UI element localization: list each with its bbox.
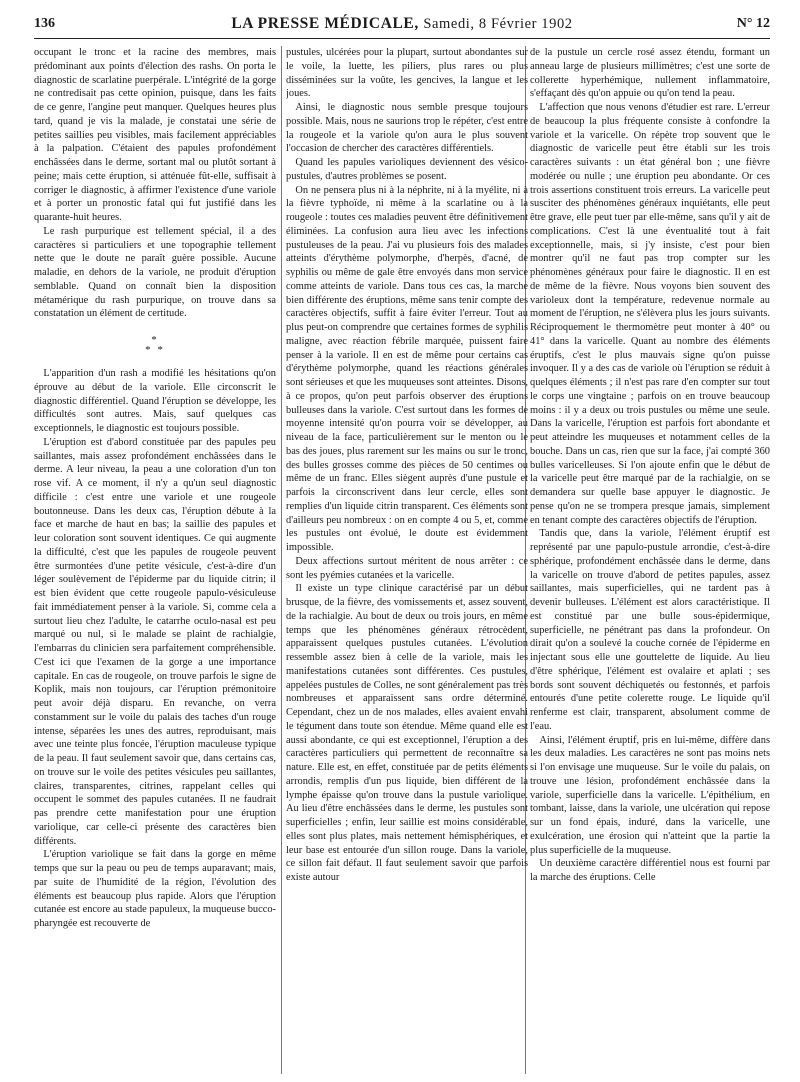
paragraph: Ainsi, l'élément éruptif, pris en lui-même, diffère dans les deux maladies. Les caractères ne sont pas moins nets si l'on envisage une muqueuse. Sur le voile du palais, on trouve une lésion, profondément enchâssée dans la variole, superficielle dans la varicelle. L'épithélium, en tombant, laisse, dans la variole, une ulcération qui repose sur un fond épais, induré, dans la varicelle, une exulcération, une érosion qui n'atteint que la partie la plus superficielle de la muqueuse. xyxy=(530,734,770,856)
paragraph: Le rash purpurique est tellement spécial, il a des caractères si particuliers et une topographie tellement nette que le doute ne paraît guère possible. Aucune maladie, en dehors de la variole, ne produit d'éruption semblable. Quand on connaît bien la disposition métamérique du rash purpurique, on trouve dans sa constatation un élément de certitude. xyxy=(34,225,276,320)
issue-date: Samedi, 8 Février 1902 xyxy=(423,16,573,32)
text-column-1 xyxy=(34,46,276,1074)
running-title xyxy=(34,15,770,33)
asterism-glyph: * * * xyxy=(145,334,165,356)
text-column-3 xyxy=(530,46,770,1074)
paragraph: L'affection que nous venons d'étudier est rare. L'erreur de beaucoup la plus fréquente consiste à confondre la variole et la varicelle. On répète trop souvent que le diagnostic de varicelle peut être établi sur les trois caractères suivants : un état général bon ; une fièvre modérée ou nulle ; une éruption peu abondante. Or ces trois assertions constituent trois erreurs. La varicelle peut susciter des phénomènes généraux inquiétants, elle peut être grave, elle peut tuer par elle-même, sans qu'il y ait de complications. C'est là une éventualité tout à fait exceptionnelle, mais, si j'y insiste, c'est pour bien montrer qu'il ne faut pas trop compter sur les phénomènes généraux pour faire le diagnostic. Il en est de même de la fièvre. Nous voyons bien souvent des varioleux dont la température, redevenue normale au moment de l'éruption, ne s'élèvera plus les jours suivants. Réciproquement le thermomètre peut monter à 40° ou 41° dans la varicelle. Quant au nombre des éléments éruptifs, c'est le plus mauvais signe qu'on puisse invoquer. Il y a des cas de variole où l'éruption se réduit à quelques éléments ; il n'est pas rare d'en compter sur tout le corps une vingtaine ; parfois on en trouve beaucoup moins : il y a deux ou trois pustules ou même une seule. Dans la varicelle, l'éruption est parfois fort abondante et peut atteindre les muqueuses et notamment celles de la bouche. Dans un cas, rien que sur la face, j'ai compté 360 bulles varicelleuses. Si l'on ajoute enfin que le début de la varicelle peut être marqué par de la rachialgie, on se demandera sur quelle base appuyer le diagnostic. Je pense qu'on ne se trompera presque jamais, simplement en tenant compte des caractères objectifs de l'éruption. xyxy=(530,102,770,526)
paragraph: Ainsi, le diagnostic nous semble presque toujours possible. Mais, nous ne saurions trop le répéter, c'est entre la rougeole et la variole qu'on aura le plus souvent l'occasion de chercher des caractères différentiels. xyxy=(286,102,528,155)
section-asterism xyxy=(34,335,276,355)
paragraph: L'éruption variolique se fait dans la gorge en même temps que sur la peau ou peu de temps auparavant; mais, par suite de l'humidité de la région, l'évolution des éléments est beaucoup plus rapide. Alors que l'éruption cutanée est encore au stade papuleux, la muqueuse bucco-pharyngée est recouverte de xyxy=(34,849,276,929)
text-column-2 xyxy=(286,46,528,1074)
paragraph: Tandis que, dans la variole, l'élément éruptif est représenté par une papulo-pustule arrondie, c'est-à-dire sphérique, profondément enchâssée dans le derme, dans la varicelle on trouve d'abord de petites papules, assez saillantes, mais superficielles, qui ne tardent pas à devenir bulleuses. L'élément est alors caractéristique. Il est constitué par une bulle sous-épidermique, superficielle, ne pénétrant pas dans la profondeur. On dirait qu'on a soulevé la couche cornée de l'épiderme en injectant sous elle une gouttelette de liquide. Au lieu d'être sphérique, l'élément est ovalaire et aplati ; ses bords sont souvent déchiquetés ou festonnés, et parfois entourés d'une petite colerette rouge. Le liquide qu'il renferme est clair, transparent, absolument comme de l'eau. xyxy=(530,528,770,732)
issue-number: N° 12 xyxy=(736,16,770,31)
paragraph: Il existe un type clinique caractérisé par un début brusque, de la fièvre, des vomissements et, assez souvent, de la rachialgie. Au bout de deux ou trois jours, en même temps que les phénomènes généraux rétrocèdent, apparaissent quelques pustules cutanées. L'évolution ressemble assez bien à celle de la variole, mais les manifestations cutanées sont différentes. Ces pustules, appelées pustules de Colles, ne sont généralement pas très nombreuses et apparaissent sans ordre déterminé. Cependant, chez un de nos malades, elles avaient envahi le tégument dans toute son étendue. Même quand elle est aussi abondante, ce qui est exceptionnel, l'éruption a des caractères particuliers qui permettent de reconnaître sa nature. Elle est, en effet, constituée par de petits éléments arrondis, remplis d'un pus liquide, bien différent de la lymphe épaisse qu'on trouve dans la pustule variolique. Au lieu d'être enchâssées dans le derme, les pustules sont superficielles ; enfin, leur saillie est moins considérable, elles sont plus plates, mais nettement hémisphériques, et leur base est entourée d'un sillon rouge. Dans la variole, ce sillon fait défaut. Il faut seulement savoir que parfois existe autour xyxy=(286,583,528,883)
paragraph: pustules, ulcérées pour la plupart, surtout abondantes sur le voile, la luette, les piliers, plus rares ou plus disséminées sur la voûte, les gencives, la langue et les joues. xyxy=(286,47,528,100)
paragraph: Un deuxième caractère différentiel nous est fourni par la marche des éruptions. Celle xyxy=(530,858,770,883)
paragraph: occupant le tronc et la racine des membres, mais prédominant aux points d'élection des rashs. On porta le diagnostic de scarlatine puerpérale. L'intégrité de la gorge ne contredisait pas cette opinion, puisque, dans les faits de ce genre, l'angine peut manquer. Quelques heures plus tard, quand je vis la malade, je constatai une série de petites saillies peu visibles, mais facilement appréciables à la palpation. C'étaient des papules profondément enchâssées dans le derme, sortant mal ou plutôt sortant à peine; mais cette éruption, si atténuée fût-elle, suffisait à corriger le diagnostic, à affirmer l'existence d'une variole et à porter un pronostic fatal qui fut justifié dans les quarante-huit heures. xyxy=(34,47,276,223)
paragraph: Quand les papules varioliques deviennent des vésico-pustules, d'autres problèmes se posent. xyxy=(286,157,528,182)
page-header xyxy=(34,14,770,39)
paragraph: Deux affections surtout méritent de nous arrêter : ce sont les pyémies cutanées et la varicelle. xyxy=(286,555,528,581)
paragraph: L'apparition d'un rash a modifié les hésitations qu'on éprouve au début de la variole. Elle circonscrit le diagnostic différentiel. Quand l'éruption se développe, les difficultés sont autres. Mais, sauf quelques cas exceptionnels, le diagnostic est toujours possible. xyxy=(34,368,276,434)
column-rule xyxy=(281,46,282,1074)
page-number: 136 xyxy=(34,16,55,31)
paragraph: de la pustule un cercle rosé assez étendu, formant un anneau large de plusieurs millimètres; c'est une sorte de collerette hyperhémique, nullement inflammatoire, s'effaçant dès qu'on appuie ou qu'on tend la peau. xyxy=(530,47,770,100)
paragraph: On ne pensera plus ni à la néphrite, ni à la myélite, ni à la fièvre typhoïde, ni même à la scarlatine ou à la rougeole : toutes ces maladies peuvent être définitivement éliminées. La confusion aura lieu avec les infections pustuleuses de la peau. J'ai vu plusieurs fois des malades atteints d'érythème polymorphe, d'herpès, d'acné, de syphilis ou même de gale être envoyés dans mon service comme atteints de variole. Dans tous ces cas, la marche bien différente des éruptions, même sans tenir compte des caractères objectifs, suffit à faire éviter l'erreur. Tout au plus peut-on comprendre que certaines formes de syphilis maligne, avec réaction fébrile marquée, puissent faire penser à la variole. Il en est de même pour certains cas d'érythème polymorphe, quand les réactions générales sont sérieuses et que les muqueuses sont atteintes. Disons, à ce propos, qu'on peut parfois observer des éruptions bulleuses dans la variole. C'est surtout dans les formes de moyenne intensité qu'on pourra voir se développer, au niveau de la face, particulièrement sur le menton ou le bas des joues, plus rarement sur les mains ou sur le tronc, des bulles grosses comme des pièces de 50 centimes ou même de un franc. Elles siègent auprès d'une pustule et parfois la circonscrivent dans leur cercle, elles sont remplies d'un liquide citrin transparent. Ces éléments sont d'ailleurs peu nombreux : on en compte 4 ou 5, et, comme les pustules ont évolué, le doute est évidemment impossible. xyxy=(286,184,528,553)
paragraph: L'éruption est d'abord constituée par des papules peu saillantes, mais assez profondément enchâssées dans le derme. A leur niveau, la peau a une coloration d'un ton rose vif. A ce moment, il n'y a qu'un seul diagnostic difficile : c'est entre une variole et une rougeole boutonneuse. Dans les deux cas, l'éruption débute à la face et marche de haut en bas; la saillie des papules et leur coloration sont souvent identiques. Ce qui augmente la difficulté, c'est que les papules de rougeole peuvent être surmontées d'une petite vésicule, c'est-à-dire d'un léger soulèvement de l'épiderme par du liquide citrin; il est bien évident que cette rougeole papulo-vésiculeuse fait immédiatement penser à la variole. Si, comme cela a surtout lieu chez l'adulte, le catarrhe oculo-nasal est peu marqué ou nul, si le malade se plaint de rachialgie, l'embarras du clinicien sera parfaitement compréhensible. C'est ici que l'examen de la gorge a une importance capitale. En cas de rougeole, on trouve parfois le signe de Koplik, mais non toujours, car l'éruption prémonitoire peut avoir déjà disparu. En revanche, on verra constamment sur le voile du palais des taches d'un rouge intense, séparées les unes des autres, reproduisant, mais avec une teinte plus foncée, l'éruption maculeuse typique de la peau. Il faut seulement savoir que, dans certains cas, on trouve sur le voile des petites vésicules peu saillantes, claires, transparentes, citrines, rappelant celles qui occupent le sommet des papules cutanées. Il ne faudrait pas prendre cette manifestation pour une éruption variolique, car celle-ci présente des caractères bien différents. xyxy=(34,436,276,847)
publication-name: LA PRESSE MÉDICALE, xyxy=(231,15,419,32)
